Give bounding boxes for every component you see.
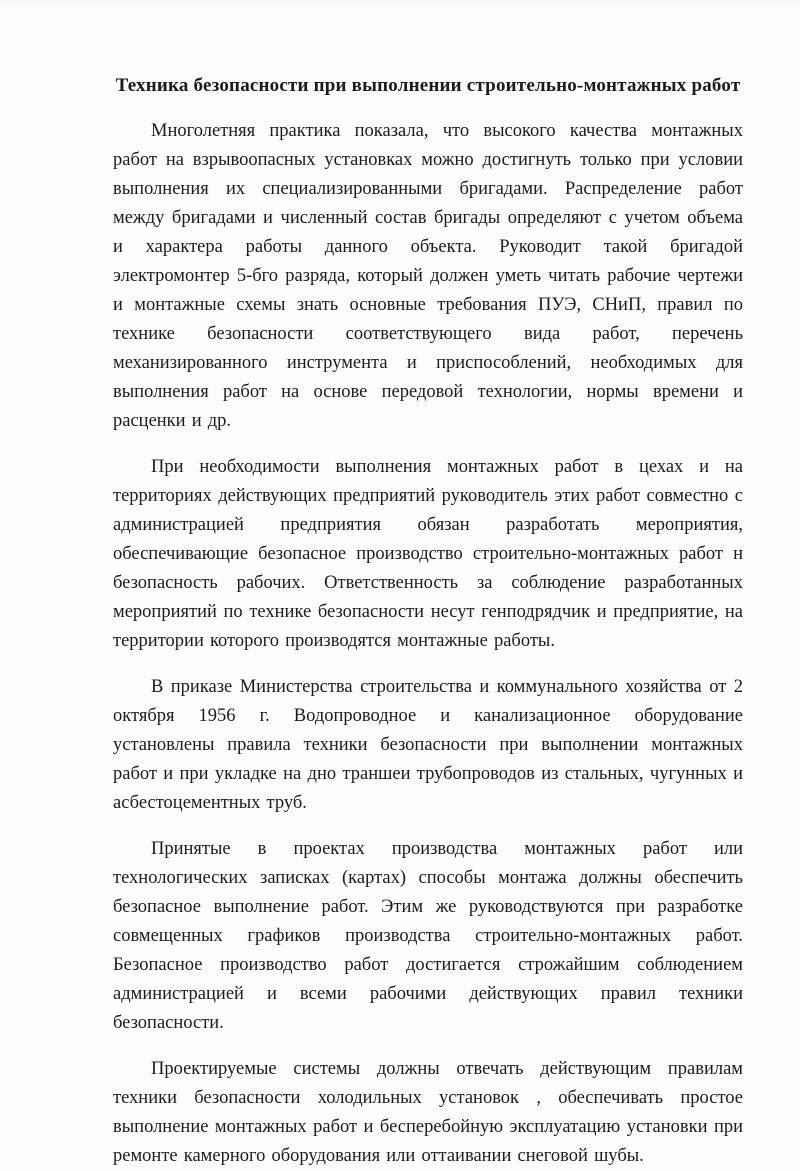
paragraph-5: Проектируемые системы должны отвечать действующим правилам техники безопасности холодильных установок , обеспечивать простое выполнение монтажных работ и бесперебойную эксплуатацию установки при ремонте камерного оборудования или оттаивании снеговой шубы. bbox=[113, 1059, 743, 1166]
paragraph-4: Принятые в проектах производства монтажных работ или технологических записках (картах) способы монтажа должны обеспечить безопасное выполнение работ. Этим же руководствуются при разработке совмещенных графиков производства строительно-монтажных работ. Безопасное производство работ достигается строжайшим соблюдением администрацией и всеми рабочими действующих правил техники безопасности. bbox=[113, 839, 743, 1033]
paragraph-1: Многолетняя практика показала, что высокого качества монтажных работ на взрывоопасных установках можно достигнуть только при условии выполнения их специализированными бригадами. Распределение работ между бригадами и численный состав бригады определяют с учетом объема и характера работы данного объекта. Руководит такой бригадой электромонтер 5-бго разряда, который должен уметь читать рабочие чертежи и монтажные схемы знать основные требования ПУЭ, СНиП, правил по технике безопасности соответствующего вида работ, перечень механизированного инструмента и приспособлений, необходимых для выполнения работ на основе передовой технологии, нормы времени и расценки и др. bbox=[113, 121, 743, 431]
paragraph-3: В приказе Министерства строительства и коммунального хозяйства от 2 октября 1956 г. Водопроводное и канализационное оборудование установлены правила техники безопасности при выполнении монтажных работ и при укладке на дно траншеи трубопроводов из стальных, чугунных и асбестоцементных труб. bbox=[113, 677, 743, 813]
paragraph-2: При необходимости выполнения монтажных работ в цехах и на территориях действующих предприятий руководитель этих работ совместно с администрацией предприятия обязан разработать мероприятия, обеспечивающие безопасное производство строительно-монтажных работ н безопасность рабочих. Ответственность за соблюдение разработанных мероприятий по технике безопасности несут генподрядчик и предприятие, на территории которого производятся монтажные работы. bbox=[113, 457, 743, 651]
document-title: Техника безопасности при выполнении строительно-монтажных работ bbox=[115, 75, 741, 96]
